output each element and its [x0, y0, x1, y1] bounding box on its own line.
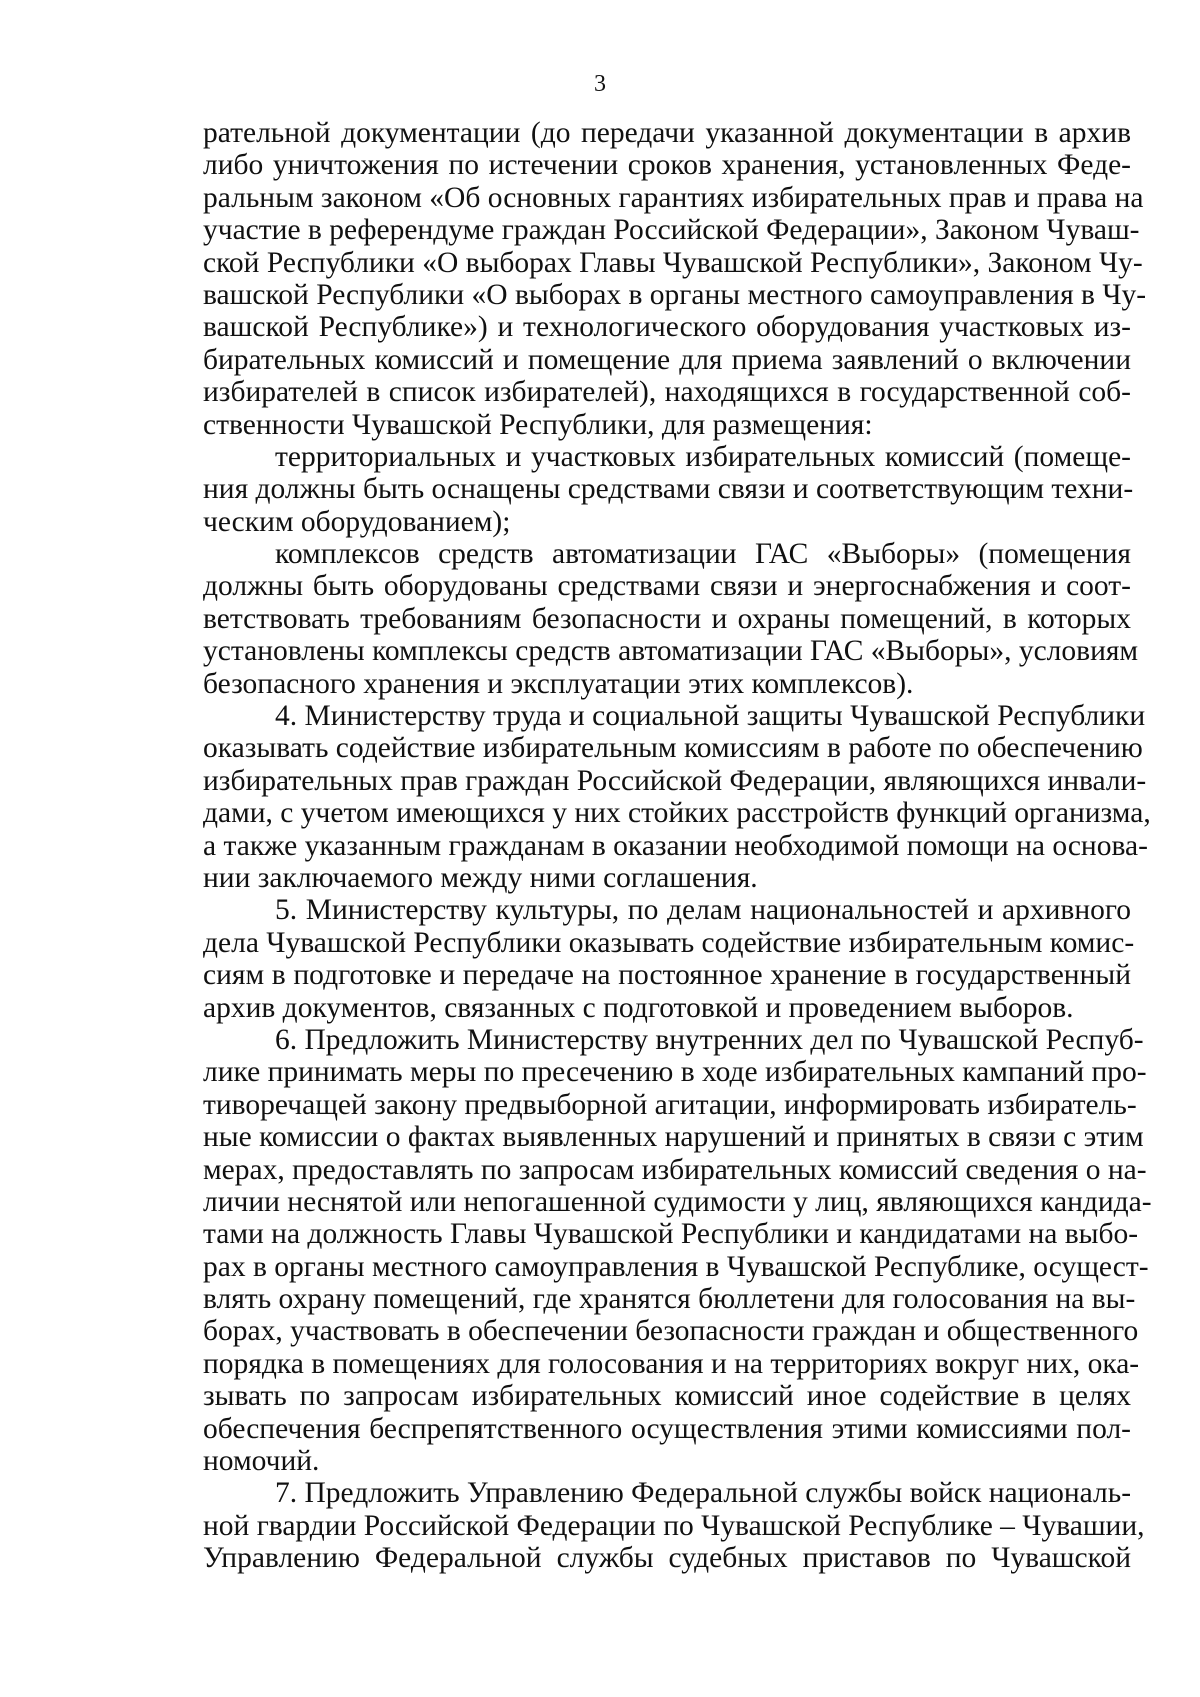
text-line: безопасного хранения и эксплуатации этих комплексов). [203, 667, 914, 700]
text-line: вашской Республике») и технологического оборудования участковых из- [203, 311, 1131, 344]
text-line: избирательных прав граждан Российской Федерации, являющихся инвали- [203, 764, 1147, 797]
text-line: 7. Предложить Управлению Федеральной службы войск националь- [275, 1477, 1132, 1510]
text-line: либо уничтожения по истечении сроков хранения, установленных Феде- [203, 149, 1131, 182]
text-line: нии заключаемого между ними соглашения. [203, 861, 758, 894]
text-line: 6. Предложить Министерству внутренних дел по Чувашской Респуб- [275, 1023, 1144, 1056]
text-line: дами, с учетом имеющихся у них стойких расстройств функций организма, [203, 797, 1151, 830]
text-line: номочий. [203, 1445, 320, 1478]
text-line: оказывать содействие избирательным комиссиям в работе по обеспечению [203, 732, 1143, 765]
text-line: тами на должность Главы Чувашской Республики и кандидатами на выбо- [203, 1218, 1139, 1251]
text-line: ные комиссии о фактах выявленных нарушений и принятых в связи с этим [203, 1121, 1144, 1154]
text-line: архив документов, связанных с подготовкой и проведением выборов. [203, 991, 1074, 1024]
text-line: Управлению Федеральной службы судебных приставов по Чувашской [203, 1542, 1131, 1575]
text-line: зывать по запросам избирательных комиссий иное содействие в целях [203, 1380, 1131, 1413]
text-line: 4. Министерству труда и социальной защиты Чувашской Республики [275, 700, 1146, 733]
text-line: ской Республики «О выборах Главы Чувашской Республики», Законом Чу- [203, 246, 1143, 279]
text-line: ственности Чувашской Республики, для размещения: [203, 408, 873, 441]
document-body [203, 117, 1152, 1575]
text-line: ной гвардии Российской Федерации по Чувашской Республике – Чувашии, [203, 1509, 1145, 1542]
text-line: избирателей в список избирателей), находящихся в государственной соб- [203, 376, 1131, 409]
paragraph [203, 117, 1147, 441]
page-number: 3 [594, 71, 606, 97]
text-line: установлены комплексы средств автоматизации ГАС «Выборы», условиям [203, 635, 1139, 668]
text-line: ветствовать требованиям безопасности и охраны помещений, в которых [203, 602, 1131, 635]
text-line: ральным законом «Об основных гарантиях избирательных прав и права на [203, 181, 1144, 214]
text-line: а также указанным гражданам в оказании необходимой помощи на основа- [203, 829, 1148, 862]
paragraph [203, 1477, 1145, 1575]
text-line: бирательных комиссий и помещение для приема заявлений о включении [203, 343, 1131, 376]
text-line: личии неснятой или непогашенной судимости у лиц, являющихся кандида- [203, 1185, 1152, 1218]
text-line: мерах, предоставлять по запросам избирательных комиссий сведения о на- [203, 1153, 1147, 1186]
text-line: порядка в помещениях для голосования и на территориях вокруг них, ока- [203, 1347, 1140, 1380]
text-line: должны быть оборудованы средствами связи и энергоснабжения и соот- [203, 570, 1131, 603]
paragraph [203, 538, 1139, 700]
text-line: тиворечащей закону предвыборной агитации, информировать избиратель- [203, 1088, 1137, 1121]
paragraph [203, 1023, 1152, 1478]
text-line: рах в органы местного самоуправления в Чувашской Республике, осущест- [203, 1250, 1149, 1283]
text-line: лике принимать меры по пресечению в ходе избирательных кампаний про- [203, 1056, 1147, 1089]
paragraph [203, 894, 1135, 1024]
text-line: вашской Республики «О выборах в органы местного самоуправления в Чу- [203, 278, 1147, 311]
text-line: сиям в подготовке и передаче на постоянное хранение в государственный [203, 959, 1131, 992]
text-line: ния должны быть оснащены средствами связи и соответствующим техни- [203, 473, 1134, 506]
text-line: участие в референдуме граждан Российской Федерации», Законом Чуваш- [203, 214, 1140, 247]
text-line: рательной документации (до передачи указанной документации в архив [203, 117, 1131, 149]
text-line: влять охрану помещений, где хранятся бюллетени для голосования на вы- [203, 1283, 1136, 1316]
paragraph [203, 440, 1134, 538]
text-line: обеспечения беспрепятственного осуществления этими комиссиями пол- [203, 1412, 1131, 1445]
paragraph [203, 700, 1151, 894]
text-line: территориальных и участковых избирательных комиссий (помеще- [275, 440, 1131, 473]
text-line: борах, участвовать в обеспечении безопасности граждан и общественного [203, 1315, 1139, 1348]
text-line: 5. Министерству культуры, по делам национальностей и архивного [275, 894, 1131, 927]
text-line: ческим оборудованием); [203, 505, 511, 538]
text-line: комплексов средств автоматизации ГАС «Выборы» (помещения [275, 538, 1131, 571]
text-line: дела Чувашской Республики оказывать содействие избирательным комис- [203, 926, 1135, 959]
